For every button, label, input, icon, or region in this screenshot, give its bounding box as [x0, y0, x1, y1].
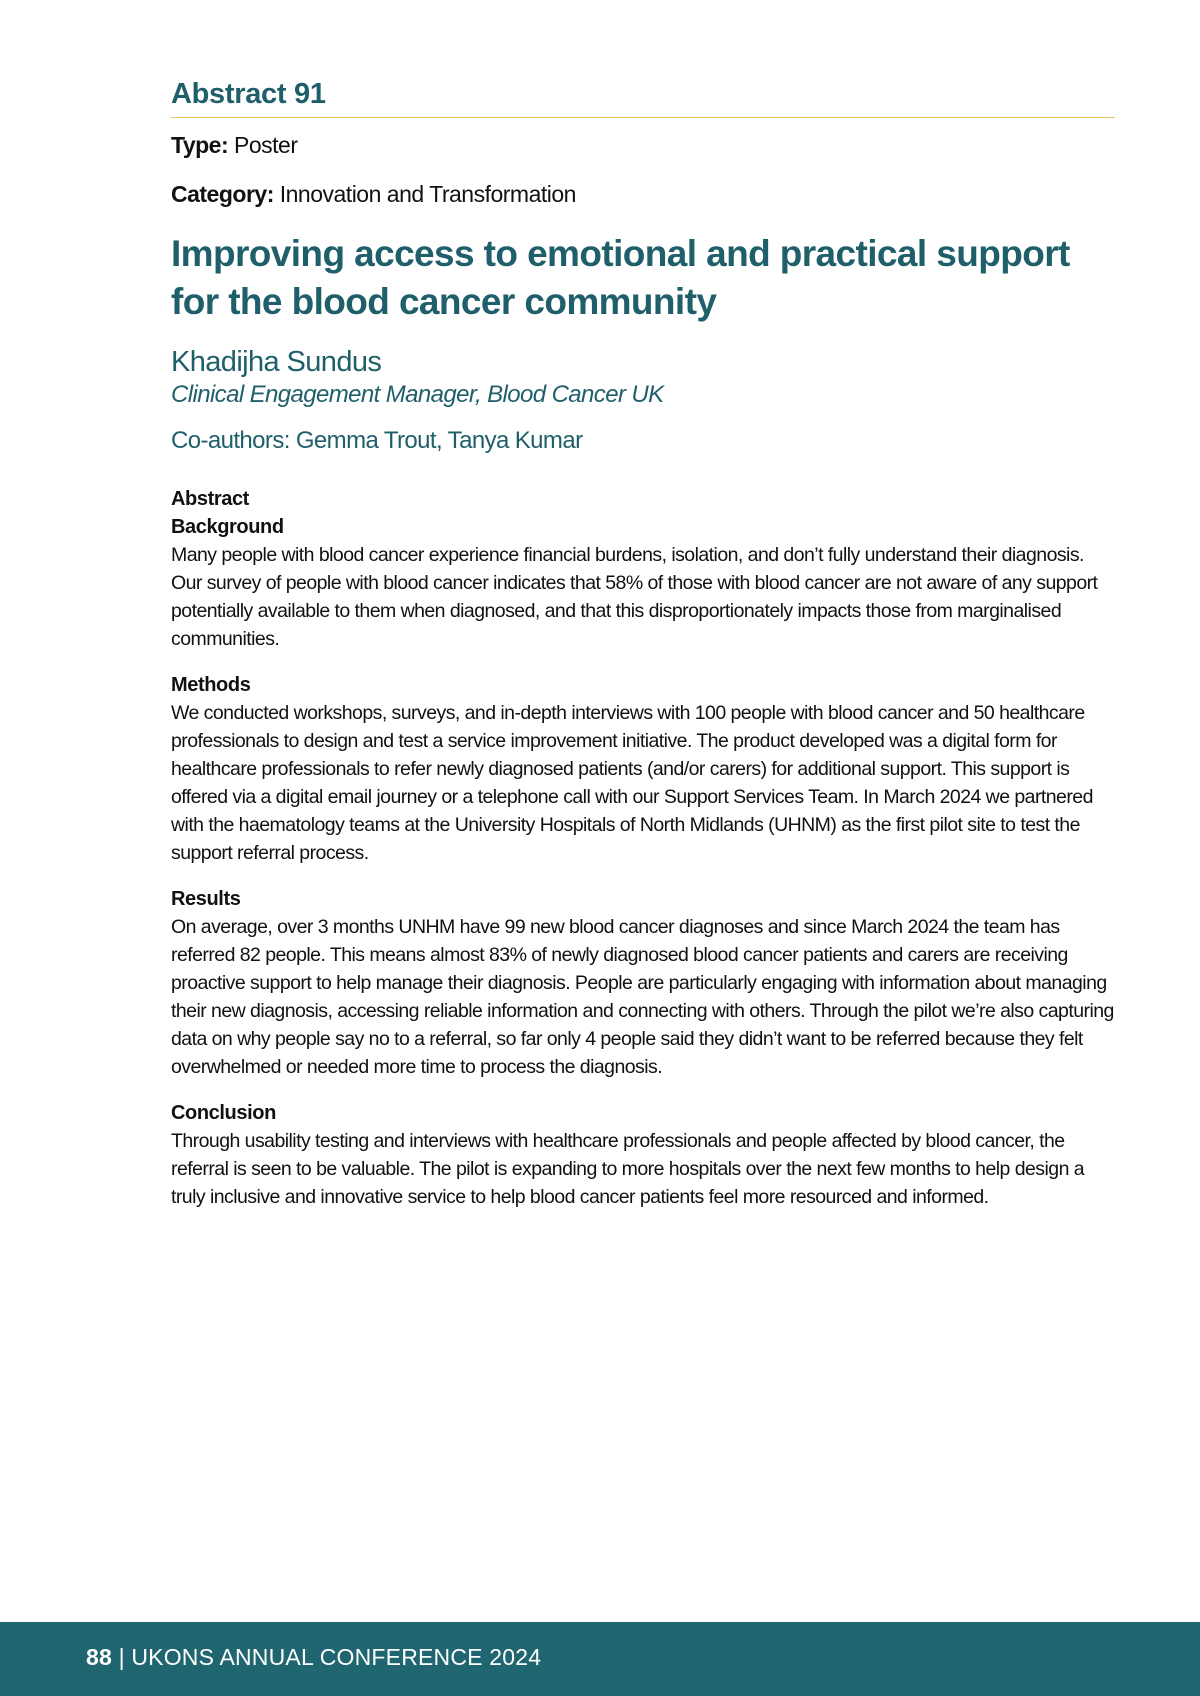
section-conclusion	[171, 1099, 1115, 1211]
abstract-number: Abstract 91	[171, 78, 1115, 118]
type-line	[171, 132, 1115, 159]
abstract-heading: Abstract	[171, 488, 249, 510]
section-results	[171, 885, 1115, 1081]
section-body: Through usability testing and interviews with healthcare professionals and people affected by blood cancer, the referral is seen to be valuable. The pilot is expanding to more hospitals over the next few months to help design a truly inclusive and innovative service to help blood cancer patients feel more resourced and informed.	[171, 1130, 1085, 1208]
conference-name: UKONS ANNUAL CONFERENCE 2024	[131, 1644, 542, 1670]
section-body: On average, over 3 months UNHM have 99 new blood cancer diagnoses and since March 2024 the team has referred 82 people. This means almost 83% of newly diagnosed blood cancer patients and carers are receiving proactive support to help manage their diagnosis. People are particularly engaging with information about managing their new diagnosis, accessing reliable information and connecting with others. Through the pilot we’re also capturing data on why people say no to a referral, so far only 4 people said they didn’t want to be referred because they felt overwhelmed or needed more time to process the diagnosis.	[171, 916, 1114, 1078]
page-footer	[0, 1622, 1200, 1696]
category-line	[171, 181, 1115, 208]
section-heading: Results	[171, 888, 241, 910]
category-value: Innovation and Transformation	[279, 181, 576, 207]
author-name: Khadijha Sundus	[171, 346, 382, 378]
abstract-page	[171, 78, 1115, 1211]
section-body: Many people with blood cancer experience financial burdens, isolation, and don’t fully understand their diagnosis. Our survey of people with blood cancer indicates that 58% of those with blood cancer are not aware of any support potentially available to them when diagnosed, and that this disproportionately impacts those from marginalised communities.	[171, 544, 1098, 650]
page-number: 88	[86, 1644, 112, 1670]
type-label: Type:	[171, 132, 229, 158]
footer-text	[86, 1644, 541, 1671]
section-heading: Conclusion	[171, 1102, 276, 1124]
author-role: Clinical Engagement Manager, Blood Cancer UK	[171, 381, 664, 408]
coauthors: Co-authors: Gemma Trout, Tanya Kumar	[171, 427, 583, 454]
section-methods	[171, 671, 1115, 867]
abstract-title: Improving access to emotional and practical support for the blood cancer community	[171, 233, 1070, 322]
section-background	[171, 513, 1115, 653]
category-label: Category:	[171, 181, 274, 207]
type-value: Poster	[234, 132, 298, 158]
footer-separator: |	[111, 1644, 132, 1670]
section-heading: Methods	[171, 674, 251, 696]
section-heading: Background	[171, 516, 284, 538]
section-body: We conducted workshops, surveys, and in-depth interviews with 100 people with blood cancer and 50 healthcare professionals to design and test a service improvement initiative. The product developed was a digital form for healthcare professionals to refer newly diagnosed patients (and/or carers) for additional support. This support is offered via a digital email journey or a telephone call with our Support Services Team. In March 2024 we partnered with the haematology teams at the University Hospitals of North Midlands (UHNM) as the first pilot site to test the support referral process.	[171, 702, 1093, 864]
